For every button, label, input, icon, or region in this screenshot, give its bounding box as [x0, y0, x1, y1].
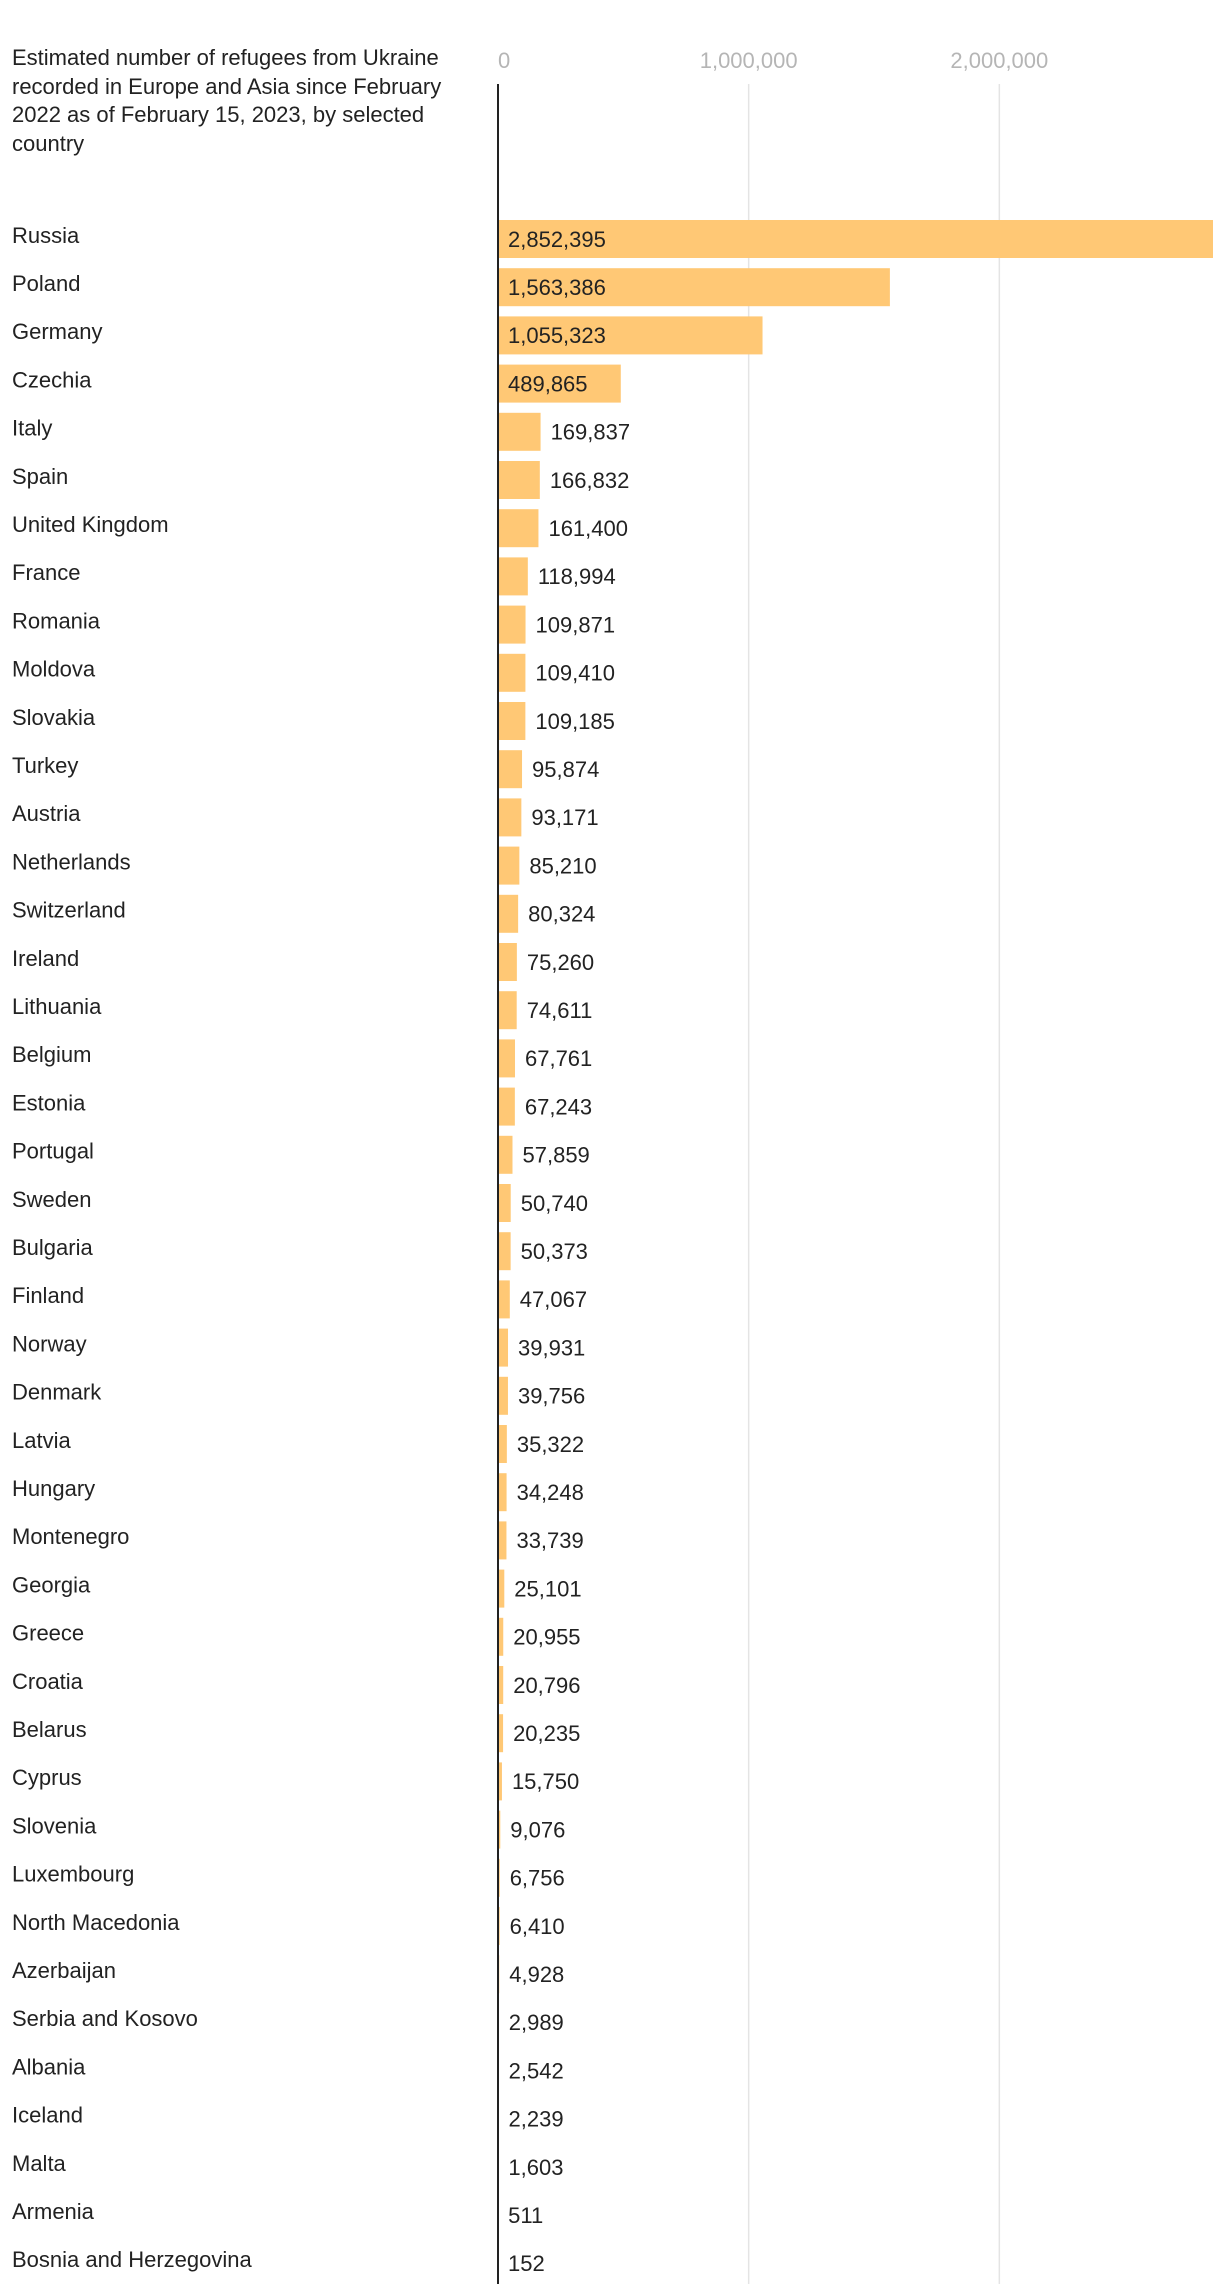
category-label: Azerbaijan: [12, 1958, 116, 1984]
bar-turkey: [498, 750, 522, 788]
category-label: Armenia: [12, 2199, 94, 2225]
bar-hungary: [498, 1473, 507, 1511]
bar-latvia: [498, 1425, 507, 1463]
value-label: 152: [508, 2251, 545, 2277]
category-label: France: [12, 560, 81, 586]
bar-austria: [498, 798, 521, 836]
category-label: Sweden: [12, 1186, 92, 1212]
bar-lithuania: [498, 991, 517, 1029]
category-label: Netherlands: [12, 849, 131, 875]
value-label: 35,322: [516, 1431, 585, 1457]
value-label: 57,859: [522, 1142, 590, 1168]
category-label: Belgium: [12, 1042, 92, 1068]
value-label: 67,761: [524, 1046, 593, 1072]
category-label: Greece: [12, 1620, 85, 1646]
value-label: 489,865: [508, 371, 588, 397]
category-label: Iceland: [12, 2102, 83, 2128]
bar-belgium: [498, 1039, 515, 1077]
category-label: United Kingdom: [12, 512, 169, 538]
bar-switzerland: [498, 895, 518, 933]
bar-romania: [498, 606, 526, 644]
category-label: Hungary: [12, 1476, 96, 1502]
category-label: Belarus: [12, 1717, 87, 1743]
value-label: 511: [508, 2203, 544, 2229]
value-label: 6,410: [509, 1913, 565, 1939]
category-label: Albania: [12, 2054, 86, 2080]
category-label: Slovenia: [12, 1813, 97, 1839]
value-label: 2,239: [508, 2106, 564, 2132]
category-label: Italy: [12, 415, 53, 441]
value-label: 1,563,386: [508, 275, 606, 301]
category-label: Georgia: [12, 1572, 91, 1598]
category-label: Czechia: [12, 367, 92, 393]
bar-sweden: [498, 1184, 511, 1222]
value-label: 2,542: [508, 2058, 564, 2084]
value-label: 50,373: [520, 1239, 588, 1265]
value-label: 4,928: [509, 1962, 565, 1988]
bar-montenegro: [498, 1521, 506, 1559]
category-label: Finland: [12, 1283, 85, 1309]
category-label: Serbia and Kosovo: [12, 2006, 198, 2032]
category-label: Ireland: [12, 945, 80, 971]
value-label: 118,994: [537, 564, 616, 590]
value-label: 95,874: [532, 757, 600, 783]
category-label: Bosnia and Herzegovina: [12, 2247, 252, 2273]
category-labels: [12, 223, 252, 2272]
bar-italy: [498, 413, 541, 451]
value-label: 15,750: [511, 1769, 580, 1795]
category-label: Estonia: [12, 1090, 86, 1116]
bar-netherlands: [498, 847, 519, 885]
bar-norway: [498, 1329, 508, 1367]
value-label: 1,603: [508, 2154, 564, 2180]
x-tick-label-2: 2,000,000: [950, 48, 1049, 73]
x-tick-label-1: 1,000,000: [699, 48, 798, 73]
value-label: 80,324: [528, 901, 596, 927]
category-label: Spain: [12, 463, 69, 489]
bar-ireland: [498, 943, 517, 981]
value-label: 20,796: [513, 1672, 581, 1698]
value-label: 39,931: [518, 1335, 586, 1361]
value-label: 166,832: [549, 467, 630, 493]
category-label: Montenegro: [12, 1524, 130, 1550]
value-label: 109,871: [535, 612, 616, 638]
category-label: Switzerland: [12, 897, 126, 923]
value-label: 74,611: [526, 998, 593, 1024]
chart-title: Estimated number of refugees from Ukraine recorded in Europe and Asia since February 2022 as of February 15, 2023, by selected country: [12, 45, 442, 156]
category-label: Latvia: [12, 1427, 71, 1453]
value-label: 47,067: [519, 1287, 588, 1313]
category-label: Germany: [12, 319, 103, 345]
category-label: Norway: [12, 1331, 87, 1357]
category-label: Romania: [12, 608, 101, 634]
category-label: Lithuania: [12, 994, 102, 1020]
value-label: 39,756: [517, 1383, 586, 1409]
category-label: Bulgaria: [12, 1235, 93, 1261]
bar-spain: [498, 461, 540, 499]
value-label: 2,989: [508, 2010, 564, 2036]
value-label: 85,210: [529, 853, 597, 879]
bar-slovakia: [498, 702, 525, 740]
category-label: Austria: [12, 801, 81, 827]
gridlines: [749, 84, 1000, 2284]
value-label: 67,243: [524, 1094, 593, 1120]
category-label: Poland: [12, 271, 81, 297]
category-label: North Macedonia: [12, 1909, 180, 1935]
value-label: 161,400: [548, 516, 628, 542]
category-label: Russia: [12, 222, 80, 248]
category-label: Moldova: [12, 656, 96, 682]
value-label: 20,235: [513, 1721, 581, 1747]
value-label: 169,837: [550, 419, 631, 445]
value-label: 75,260: [526, 949, 595, 975]
category-label: Turkey: [12, 753, 79, 779]
bar-france: [498, 557, 528, 595]
value-label: 9,076: [510, 1817, 566, 1843]
value-label: 50,740: [520, 1190, 589, 1216]
value-label: 20,955: [513, 1624, 581, 1650]
value-label: 6,756: [509, 1865, 565, 1891]
value-label: 109,410: [535, 660, 615, 686]
category-label: Cyprus: [12, 1765, 82, 1791]
x-axis-ticks: [498, 48, 1048, 73]
bar-portugal: [498, 1136, 513, 1174]
value-label: 109,185: [535, 708, 615, 734]
category-label: Croatia: [12, 1668, 83, 1694]
bar-finland: [498, 1280, 510, 1318]
category-label: Luxembourg: [12, 1861, 135, 1887]
category-label: Denmark: [12, 1379, 102, 1405]
category-label: Portugal: [12, 1138, 94, 1164]
category-label: Slovakia: [12, 704, 96, 730]
value-label: 25,101: [514, 1576, 582, 1602]
bar-moldova: [498, 654, 525, 692]
bar-united-kingdom: [498, 509, 538, 547]
bar-denmark: [498, 1377, 508, 1415]
bar-estonia: [498, 1088, 515, 1126]
bar-bulgaria: [498, 1232, 511, 1270]
value-label: 33,739: [516, 1528, 584, 1554]
x-tick-label-0: 0: [498, 48, 511, 73]
value-label: 34,248: [516, 1480, 584, 1506]
value-label: 2,852,395: [508, 226, 606, 252]
value-label: 1,055,323: [508, 323, 606, 349]
category-label: Malta: [12, 2150, 66, 2176]
value-label: 93,171: [531, 805, 599, 831]
